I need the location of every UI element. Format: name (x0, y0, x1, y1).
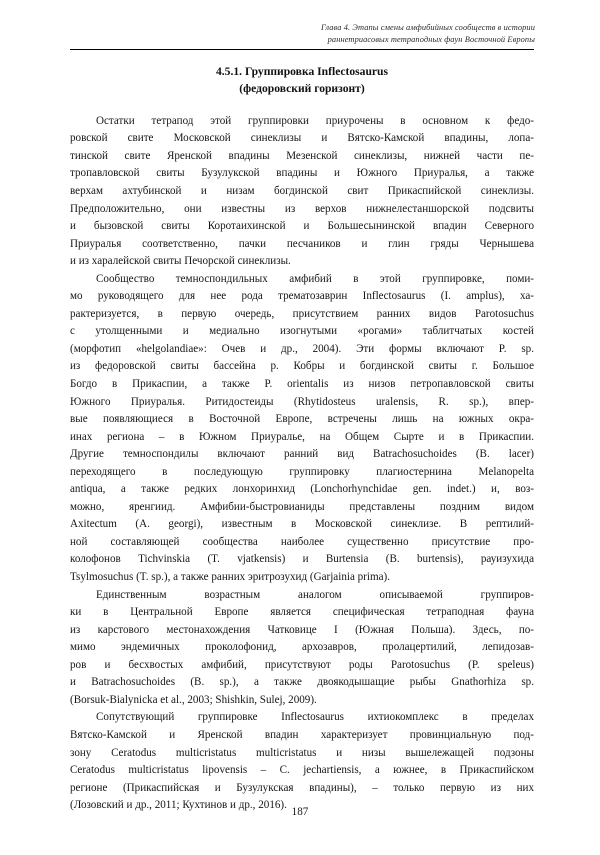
page-content (70, 63, 534, 815)
text-line: переходящего в последующую группировку плагиостернина Melanopelta (70, 465, 534, 478)
text-line: Предположительно, они известны из верхов нижнелестаншорской подсвиты (70, 202, 534, 215)
header-divider-rule (70, 49, 534, 50)
text-line: можно, яренгиид. Амфибии-быстровианиды представлены поздним видом (70, 500, 534, 513)
text-line: рактеризуется, в первую очередь, присутствием ранних видов Parotosuchus (70, 307, 534, 320)
text-line: мимо эндемичных проколофонид, архозавров, пролацертилий, лепидозав- (70, 641, 534, 654)
text-line (70, 271, 534, 289)
running-header-line-1: Глава 4. Этапы смены амфибийных сообществ в истории (320, 23, 535, 32)
text-line: с утолщенными и медиально изогнутыми «рогами» таблитчатых костей (70, 325, 534, 338)
text-line: верхам ахтубинской и низам богдинской свит Прикаспийской синеклизы. (70, 185, 534, 197)
text-line: из федоровской свиты бассейна р. Кобры и богдинской свиты г. Большое (70, 360, 534, 373)
text-line: регионе (Прикаспийская и Бузулукская впадины), – только первую из них (70, 781, 534, 794)
text-line: Южного Приуралья. Ритидостеиды (Rhytidosteus uralensis, R. sp.), впер- (70, 395, 534, 408)
text-line: вые появляющиеся в Восточной Европе, встречены лишь на южных окра- (70, 413, 534, 426)
text-line: Другие темноспондилы включают ранний вид Batrachosuchoides (B. lacer) (70, 448, 534, 461)
running-header-line-2: раннетриасовых тетраподных фаун Восточной Европы (327, 35, 535, 45)
text-line: (морфотип «helgolandiae»: Очев и др., 2004). Эти формы включают P. sp. (70, 342, 534, 355)
text-line: инах региона – в Южном Приуралье, на Общем Сырте и в Прикаспии. (70, 430, 534, 443)
text-line (70, 587, 534, 605)
text-line: зону Ceratodus multicristatus multicristatus и низы вышележащей подзоны (70, 746, 534, 759)
text-line: Приуралья соответственно, пачки песчаников и глин гряды Чернышева (70, 237, 534, 250)
text-line: ной составляющей сообщества наиболее существенно присутствие про- (70, 535, 534, 548)
text-line: и из харалейской свиты Печорской синеклизы. (70, 255, 291, 268)
text-line-content: Сопутствующий группировке Inflectosaurus ихтиокомплекс в пределах (96, 711, 534, 724)
text-line: Богдо в Прикаспии, а также P. orientalis из низов петропавловской свиты (70, 378, 534, 391)
paragraph (70, 587, 534, 710)
text-line: Tsylmosuchus (T. sp.), а также ранних эритрозухид (Garjainia prima). (70, 571, 390, 584)
section-title-line-1: 4.5.1. Группировка Inflectosaurus (215, 65, 389, 78)
text-line: ки в Центральной Европе является специфическая тетраподная фауна (70, 606, 534, 619)
paragraph (70, 271, 534, 587)
text-line: (Borsuk-Bialynicka et al., 2003; Shishkin, Sulej, 2009). (70, 693, 317, 706)
text-line: (Лозовский и др., 2011; Кухтинов и др., 2016). (70, 799, 287, 812)
text-line: и бызовской свиты Коротаихинской и Большесынинской впадин Северного (70, 220, 534, 233)
text-line: Ceratodus multicristatus lipovensis – C. jechartiensis, а южнее, в Прикаспийском (70, 764, 534, 777)
text-line: тинской свите Яренской впадины Мезенской синеклизы, нижней части пе- (70, 149, 534, 162)
text-line-content: Сообщество темноспондильных амфибий в этой группировке, поми- (96, 272, 534, 285)
text-line-content: Остатки тетрапод этой группировки приурочены в основном к федо- (96, 114, 534, 127)
text-line: из карстового местонахождения Чатковице I (Южная Польша). Здесь, по- (70, 623, 534, 636)
text-line: колофонов Tichvinskia (T. vjatkensis) и Burtensia (B. burtensis), рауизухида (70, 553, 534, 566)
running-header (70, 22, 535, 46)
paragraph (70, 709, 534, 814)
text-line: Axitectum (A. georgi), известным в Московской синеклизе. В рептилий- (70, 518, 534, 531)
page-number: 187 (291, 806, 309, 818)
text-line: мо руководящего для нее рода трематозаврин Inflectosaurus (I. amplus), ха- (70, 290, 534, 303)
text-line: тропавловской свиты Бузулукской впадины и Южного Приуралья, а также (70, 167, 534, 180)
text-line (70, 709, 534, 727)
text-line: ровской свите Московской синеклизы и Вятско-Камской впадины, лопа- (70, 132, 534, 145)
text-line (70, 113, 534, 131)
text-line: antiqua, а также редких лонхоринхид (Lonchorhynchidae gen. indet.) и, воз- (70, 483, 534, 496)
text-line: ров и бесхвостых амфибий, присутствуют роды Parotosuchus (P. speleus) (70, 658, 534, 671)
text-line: Вятско-Камской и Яренской впадин характеризует провинциальную под- (70, 728, 534, 741)
text-line-content: Единственным возрастным аналогом описываемой группиров- (96, 588, 534, 601)
section-title (70, 63, 534, 98)
paragraph (70, 113, 534, 271)
body-text (70, 113, 534, 815)
text-line: и Batrachosuchoides (B. sp.), а также двоякодышащие рыбы Gnathorhiza sp. (70, 676, 534, 689)
section-title-line-2: (федоровский горизонт) (239, 82, 365, 96)
